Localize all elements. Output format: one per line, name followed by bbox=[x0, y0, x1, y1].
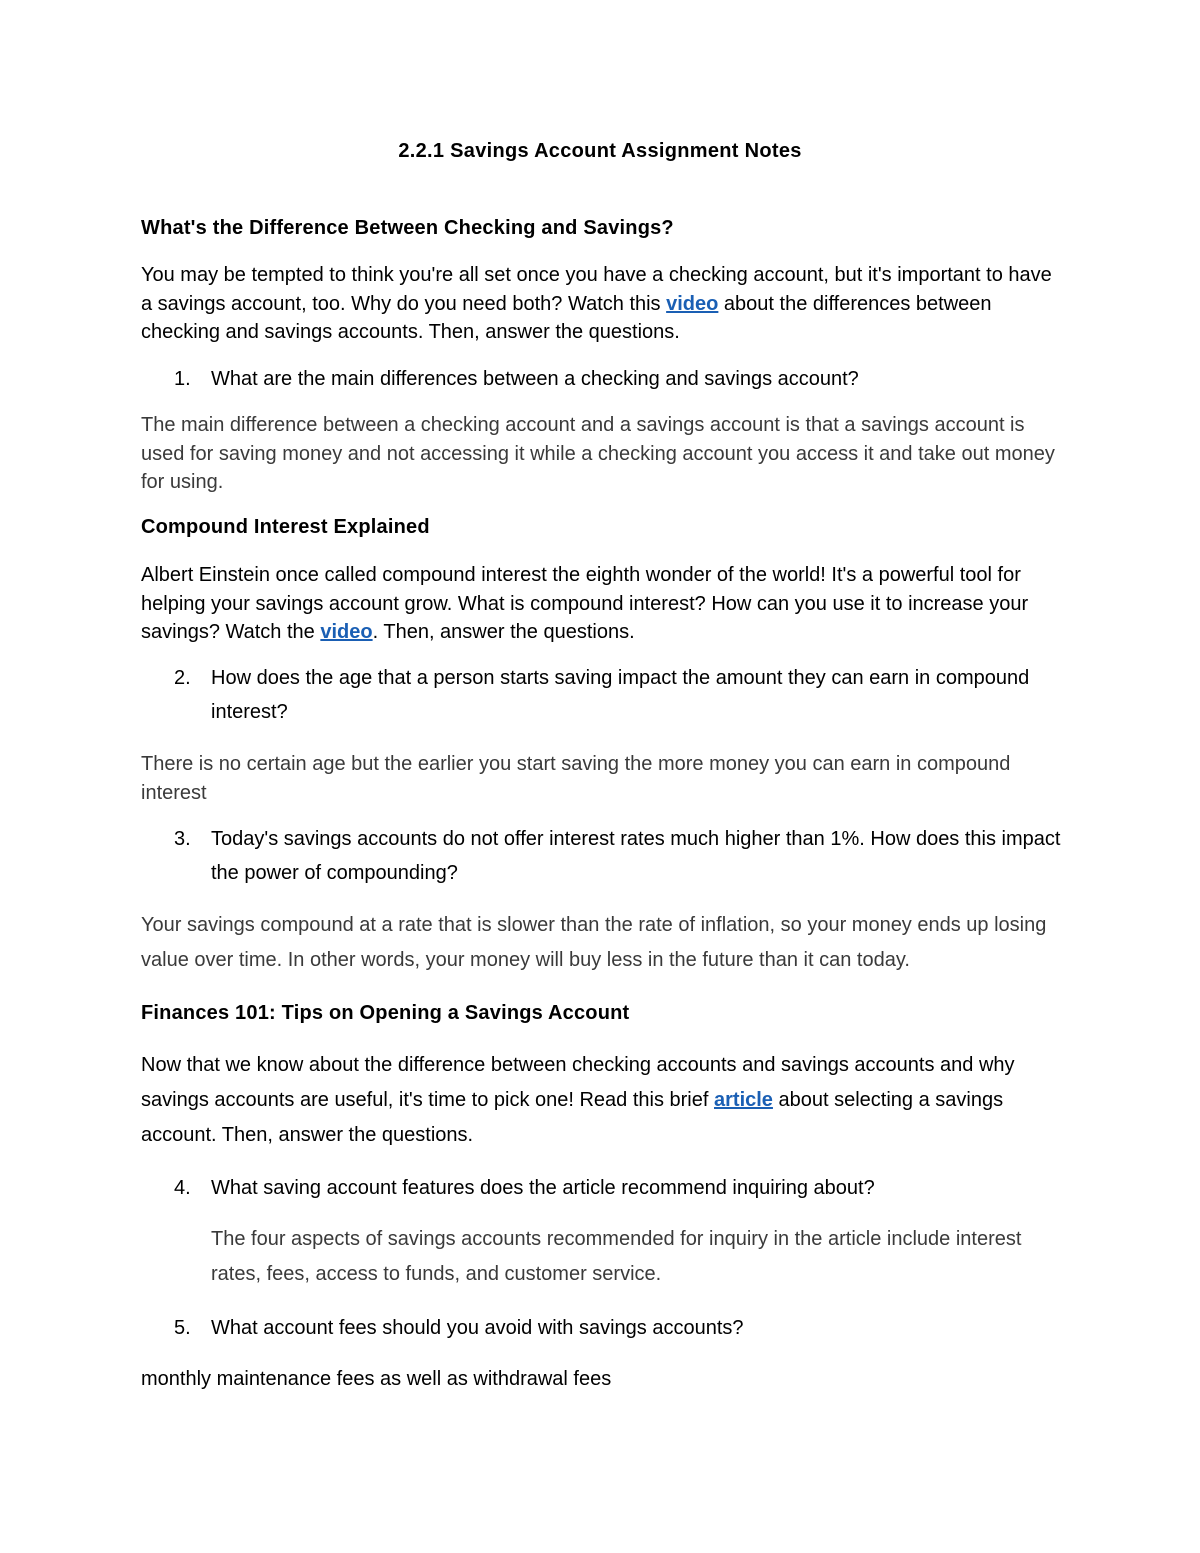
question-3-number: 3. bbox=[174, 828, 191, 850]
question-3-text: Today's savings accounts do not offer interest rates much higher than 1%. How does this impact the power of compounding? bbox=[211, 828, 1061, 884]
section3-intro bbox=[141, 1048, 1061, 1153]
answer-1: The main difference between a checking account and a savings account is that a savings account is used for saving money and not accessing it while a checking account you access it and take out money for using. bbox=[141, 414, 1055, 493]
question-1 bbox=[174, 362, 1064, 396]
section3-intro-text-before: Now that we know about the difference between checking accounts and savings accounts and why savings accounts are useful, it's time to pick one! Read this brief bbox=[141, 1054, 1015, 1111]
section-heading-opening-savings: Finances 101: Tips on Opening a Savings Account bbox=[141, 1002, 630, 1024]
answer-4: The four aspects of savings accounts recommended for inquiry in the article include interest rates, fees, access to funds, and customer service. bbox=[211, 1228, 1022, 1285]
question-2 bbox=[174, 661, 1064, 729]
question-3 bbox=[174, 822, 1064, 890]
section1-intro bbox=[141, 261, 1061, 347]
question-2-number: 2. bbox=[174, 667, 191, 689]
answer-3: Your savings compound at a rate that is slower than the rate of inflation, so your money ends up losing value over time. In other words, your money will buy less in the future than it can today. bbox=[141, 914, 1047, 971]
question-5 bbox=[174, 1311, 1064, 1345]
section3-intro-text-after: about selecting a savings account. Then, answer the questions. bbox=[141, 1089, 1004, 1146]
section1-intro-text-after: about the differences between checking and savings accounts. Then, answer the questions. bbox=[141, 292, 992, 343]
question-1-text: What are the main differences between a checking and savings account? bbox=[211, 368, 859, 390]
page-title: 2.2.1 Savings Account Assignment Notes bbox=[398, 140, 802, 162]
video-link-1[interactable]: video bbox=[666, 292, 719, 315]
section-heading-checking-vs-savings: What's the Difference Between Checking and Savings? bbox=[141, 217, 674, 239]
question-4-number: 4. bbox=[174, 1177, 191, 1199]
answer-5: monthly maintenance fees as well as withdrawal fees bbox=[141, 1368, 612, 1390]
section2-intro-text-before: Albert Einstein once called compound interest the eighth wonder of the world! It's a powerful tool for helping your savings account grow. What is compound interest? How can you use it to increase your savings? Watch the bbox=[141, 564, 1029, 643]
answer-2: There is no certain age but the earlier you start saving the more money you can earn in compound interest bbox=[141, 753, 1011, 804]
question-1-number: 1. bbox=[174, 368, 191, 390]
section1-intro-text-before: You may be tempted to think you're all set once you have a checking account, but it's important to have a savings account, too. Why do you need both? Watch this bbox=[141, 264, 1052, 315]
section2-intro bbox=[141, 561, 1061, 647]
article-link[interactable]: article bbox=[714, 1089, 773, 1111]
question-5-text: What account fees should you avoid with savings accounts? bbox=[211, 1317, 744, 1339]
question-4-text: What saving account features does the article recommend inquiring about? bbox=[211, 1177, 875, 1199]
section2-intro-text-after: . Then, answer the questions. bbox=[372, 621, 635, 643]
question-4 bbox=[174, 1171, 1064, 1205]
section-heading-compound-interest: Compound Interest Explained bbox=[141, 516, 430, 538]
question-5-number: 5. bbox=[174, 1317, 191, 1339]
question-2-text: How does the age that a person starts saving impact the amount they can earn in compound interest? bbox=[211, 667, 1030, 723]
video-link-2[interactable]: video bbox=[320, 621, 373, 643]
